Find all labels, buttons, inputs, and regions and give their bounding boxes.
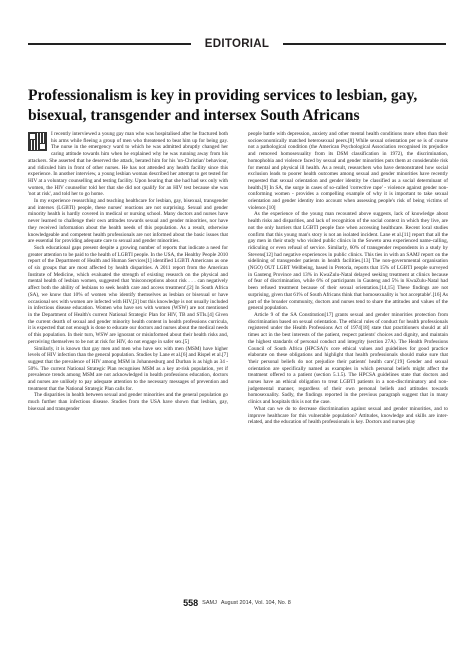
paragraph: people battle with depression, anxiety and other mental health conditions more often than their socioeconomically matched heterosexual peers.[8] While sexual orientation per se is of course not a pathological condition (the American Psychological Association recognised its prejudice and removed homosexuality from its DSM classification in 1972), the discrimination, homophobia and violence faced by sexual and gender minorities puts them at considerable risk for mental and physical ill health. As a result, researchers who have demonstrated how social exclusion leads to poorer health outcomes among sexual and gender minorities have recently requested that sexual orientation and gender identity be classified as a social determinant of health.[9] In SA, the surge in cases of so-called 'corrective rape' - violence against gender non-conforming women - provides a compelling example of why it is important to take sexual orientation and gender identity into account when assessing people's risk of being victims of violence.[10] xyxy=(248,131,448,211)
paragraph: What can we do to decrease discrimination against sexual and gender minorities, and to improve healthcare for this vulnerable population? Attitudes, knowledge and skills are inter-related, and the education of health professionals is key. Doctors and nurses play xyxy=(248,405,448,426)
paragraph: Article 9 of the SA Constitution[17] grants sexual and gender minorities protection from discrimination based on sexual orientation. The ethical rules of conduct for health professionals registered under the Health Professions Act of 1974[18] state that practitioners should at all times act in the best interests of the patient, respect patients' choices and dignity, and maintain the highest standards of personal conduct and integrity (section 27A). The Health Professions Council of South Africa (HPCSA)'s core ethical values and guidelines for good practice elaborate on these obligations and highlight that health professionals should make sure that 'their personal beliefs do not prejudice their patients' health care'.[19] Gender and sexual orientation are specifically named as examples in which personal beliefs might affect the treatment offered to a patient (section 5.1.5). The HPCSA guidelines state that doctors and nurses have an ethical obligation to treat LGBTI patients in a non-discriminatory and non-judgemental manner, regardless of their own personal beliefs and attitudes towards homosexuality. Sadly, the findings reported in the previous paragraph suggest that in many clinics and hospitals this is not the case. xyxy=(248,311,448,406)
paragraph: Such educational gaps present despite a growing number of reports that indicate a need for greater attention to be paid to the health of LGBTI people. In the USA, the Healthy People 2010 report of the Department of Health and Human Services[1] identified LGBTI Americans as one of six groups that are most affected by health disparities. A 2011 report from the American Institute of Medicine, which evaluated the strength of existing research on the physical and mental health of lesbian women, suggested that 'misconceptions about risk . . . can negatively affect both the ability of lesbians to seek health care and access treatment'.[2] In South Africa (SA), we know that 10% of women who identify themselves as lesbian or bisexual or have occasional sex with women are infected with HIV,[3] but this knowledge is not usually included in infectious disease education. Women who have sex with women (WSW) are not mentioned in the Department of Health's current National Strategic Plan for HIV, TB and STIs.[4] Given the current dearth of sexual and gender minority health content in health professions curricula, it is expected that not enough is done to educate our doctors and nurses about the medical needs of this population. In their turn, WSW are ignorant or misinformed about their health risks and, perceiving themselves to be not at risk for HIV, do not engage in safer sex.[5] xyxy=(28,244,228,345)
paragraph: I recently interviewed a young gay man who was hospitalised after he fractured both his arms while fleeing a group of men who threatened to beat him up for being gay. The nurse in the emergency ward to which he was admitted abruptly changed her caring attitude towards him when he explained why he was running away from his attackers. She asserted that he deserved the attack, berated him for his 'un-Christian' behaviour, and ridiculed him in front of other nurses. He has not attended any health facility since this experience. In another interview, a young lesbian woman described her attempt to get tested for HIV at a voluntary counselling and testing facility. Upon hearing that she had had sex only with women, the HIV counsellor told her that she did not qualify for an HIV test because she was 'not at risk', and told her to go home. xyxy=(28,131,228,198)
page-footer xyxy=(0,598,474,608)
section-header xyxy=(0,34,474,54)
paragraph: As the experience of the young man recounted above suggests, lack of knowledge about health risks and disparities, and lack of recognition of the social context in which they live, are not the only barriers that LGBTI people face when accessing healthcare. Recent local studies confirm that this young man's story is not an isolated incident. Lane et al.[11] report that all the gay men in their study who visited public clinics in the Soweto area experienced name-calling, ridiculing or even refusal of service. Similarly, 60% of transgender respondents in a study by Stevens[12] had negative experiences in public clinics. This ties in with an SAMJ report on the sidelining of transgender patients in health facilities.[13] The non-governmental organisation (NGO) OUT LGBT Wellbeing, based in Pretoria, reports that 15% of LGBTI people surveyed in Gauteng Province and 13% in KwaZulu-Natal delayed seeking treatment at clinics because of fear of discrimination, while 6% of participants in Gauteng and 5% in KwaZulu-Natal had been refused treatment because of their sexual orientation.[14,15] These findings are not surprising, given that 61% of South Africans think that homosexuality is 'not acceptable'.[16] As part of the broader community, doctors and nurses tend to share the attitudes and values of the general population. xyxy=(248,211,448,312)
qr-code-icon[interactable] xyxy=(28,132,47,151)
body-column-left xyxy=(28,131,228,413)
paragraph: The disparities in health between sexual and gender minorities and the general population go much further than infectious disease. Studies from the USA have shown that lesbian, gay, bisexual and transgender xyxy=(28,392,228,412)
body-column-right xyxy=(248,131,448,426)
article-title: Professionalism is key in providing services to lesbian, gay, bisexual, transgender and intersex South Africans xyxy=(28,87,418,124)
paragraph: Similarly, it is known that gay men and men who have sex with men (MSM) have higher levels of HIV infection than the general population. Studies by Lane et al.[6] and Rispel et al.[7] suggest that the prevalence of HIV among MSM in Johannesburg and Durban is as high as 34 - 50%. The current National Strategic Plan recognises MSM as a key at-risk population, yet if prevalence trends among MSM are not acknowledged in health professions education, doctors and nurses are unlikely to pay adequate attention to the necessary messages of prevention and treatment that the National Strategic Plan calls for. xyxy=(28,345,228,392)
journal-name: SAMJ xyxy=(202,600,217,606)
section-label: EDITORIAL xyxy=(197,38,277,50)
paragraph: In my experience researching and teaching healthcare for lesbian, gay, bisexual, transgender and intersex (LGBTI) people, these nurses' reactions are not surprising. Sexual and gender minority health is hardly covered in medical or nursing school. Many doctors and nurses have never learned to challenge their own attitudes towards sexual and gender minorities, nor have they received information about the health needs of this population. As a result, otherwise knowledgeable and competent health professionals are not informed about the basic issues that are essential for providing adequate care to sexual and gender minorities. xyxy=(28,198,228,245)
page-number: 558 xyxy=(183,598,199,608)
issue-info: August 2014, Vol. 104, No. 8 xyxy=(220,600,291,606)
